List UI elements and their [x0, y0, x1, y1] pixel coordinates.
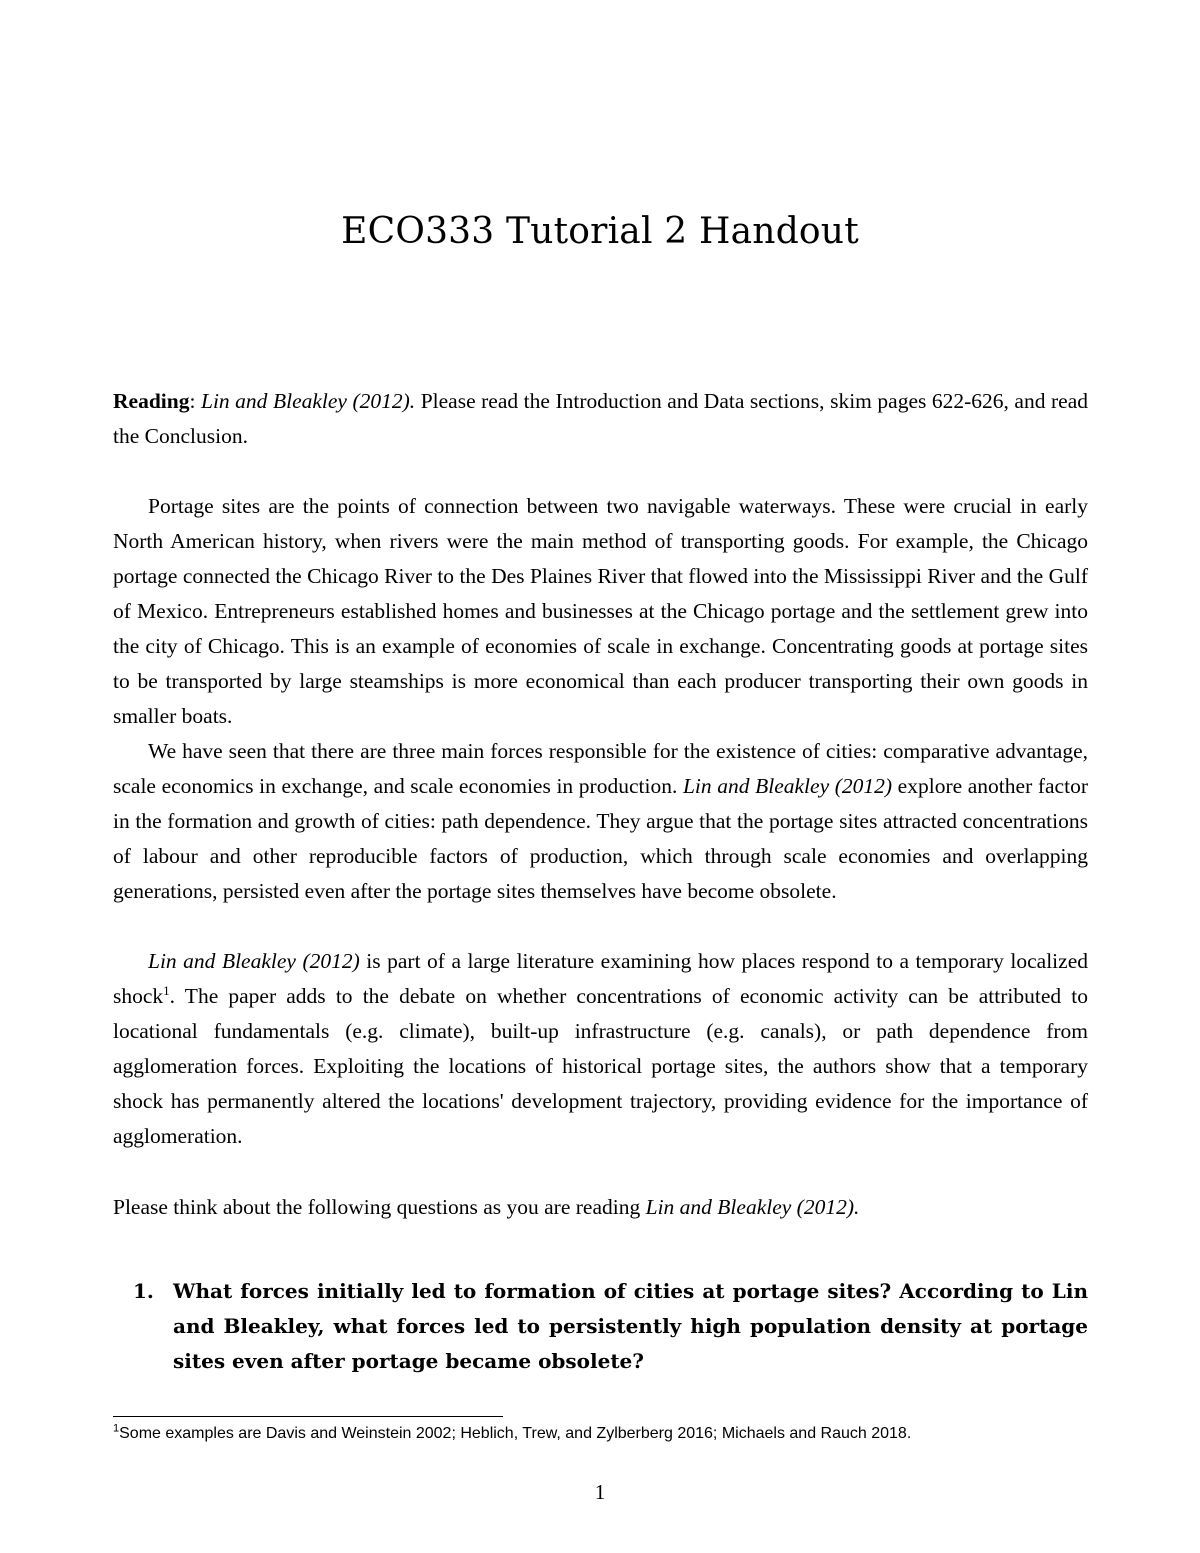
paragraph-reading-prompt: [113, 1190, 1088, 1225]
reading-paragraph: [113, 384, 1088, 454]
paragraph-2-before: We have seen that there are three main forces responsible for the existence of cities: comparative advantage, scale economics in exchange, and scale economies in production.: [113, 739, 1088, 798]
paragraph-literature: [113, 944, 1088, 1154]
paragraph-path-dependence: [113, 734, 1088, 909]
question-text: What forces initially led to formation of cities at portage sites? According to Lin and Bleakley, what forces led to persistently high population density at portage sites even after portage became obsolete?: [173, 1279, 1088, 1373]
reading-citation: Lin and Bleakley (2012).: [200, 389, 416, 413]
footnote-mark: 1: [113, 1422, 120, 1435]
paragraph-3-before-footnote: is part of a large literature examining how places respond to a temporary localized shock: [113, 949, 1088, 1008]
page-number: 1: [594, 1480, 606, 1504]
paragraph-3-citation: Lin and Bleakley (2012): [148, 949, 360, 973]
reading-colon: :: [189, 389, 196, 413]
document-title: ECO333 Tutorial 2 Handout: [341, 211, 859, 252]
question-number: 1.: [133, 1279, 154, 1303]
footnote-reference[interactable]: 1: [163, 982, 170, 998]
question-item: [113, 1274, 1088, 1379]
paragraph-3-after-footnote: . The paper adds to the debate on whether concentrations of economic activity can be attributed to locational fundamentals (e.g. climate), built-up infrastructure (e.g. canals), or path dependence from agglomeration forces. Exploiting the locations of historical portage sites, the authors show that a temporary shock has permanently altered the locations' development trajectory, providing evidence for the importance of agglomeration.: [113, 984, 1088, 1148]
paragraph-4-citation: Lin and Bleakley (2012).: [645, 1195, 860, 1219]
footnote-text: Some examples are Davis and Weinstein 2002; Heblich, Trew, and Zylberberg 2016; Michaels and Rauch 2018.: [119, 1425, 912, 1442]
footnote: [113, 1423, 1088, 1445]
reading-label: Reading: [113, 389, 190, 413]
paragraph-2-after: explore another factor in the formation and growth of cities: path dependence. They argue that the portage sites attracted concentrations of labour and other reproducible factors of production, which through scale economies and overlapping generations, persisted even after the portage sites themselves have become obsolete.: [113, 774, 1088, 903]
paragraph-portage-sites: Portage sites are the points of connection between two navigable waterways. These were crucial in early North American history, when rivers were the main method of transporting goods. For example, the Chicago portage connected the Chicago River to the Des Plaines River that flowed into the Mississippi River and the Gulf of Mexico. Entrepreneurs established homes and businesses at the Chicago portage and the settlement grew into the city of Chicago. This is an example of economies of scale in exchange. Concentrating goods at portage sites to be transported by large steamships is more economical than each producer transporting their own goods in smaller boats.: [113, 494, 1088, 728]
reading-text: Please read the Introduction and Data sections, skim pages 622-626, and read the Conclusion.: [113, 389, 1088, 448]
paragraph-4-text: Please think about the following questions as you are reading: [113, 1195, 646, 1219]
footnote-divider: [113, 1416, 503, 1417]
paragraph-2-citation: Lin and Bleakley (2012): [682, 774, 893, 798]
